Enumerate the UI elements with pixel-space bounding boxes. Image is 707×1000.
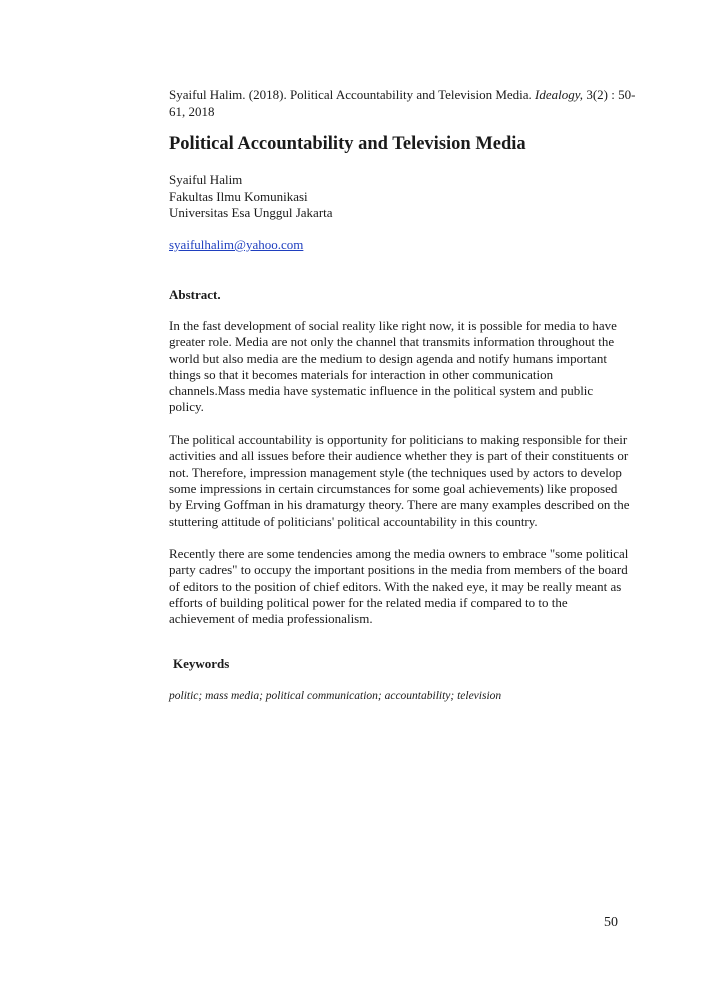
abstract-heading: Abstract. (169, 287, 221, 302)
author-email-link[interactable]: syaifulhalim@yahoo.com (169, 237, 304, 252)
abstract-paragraph-1: In the fast development of social reality like right now, it is possible for media to have greater role. Media are not only the channel that transmits information throughout the world but also media are the medium to design agenda and notify humans important things so that it becomes materials for interaction in other communication channels.Mass media have systematic influence in the political system and public policy. (169, 318, 617, 415)
citation-prefix: Syaiful Halim. (2018). Political Accountability and Television Media. (169, 87, 536, 102)
abstract-body (169, 318, 631, 644)
keywords-heading: Keywords (173, 656, 230, 671)
paper-title: Political Accountability and Television Media (169, 134, 526, 154)
page-number: 50 (604, 915, 618, 930)
author-name: Syaiful Halim (169, 172, 243, 187)
citation (169, 86, 639, 120)
citation-suffix: 3(2) : 50-61, 2018 (169, 87, 636, 119)
author-faculty: Fakultas Ilmu Komunikasi (169, 188, 308, 204)
abstract-paragraph-3: Recently there are some tendencies among the media owners to embrace "some political party cadres" to occupy the important positions in the media from members of the board of editors to the position of chief editors. With the naked eye, it may be really meant as efforts of building political power for the related media if compared to to the achievement of media professionalism. (169, 546, 629, 627)
abstract-paragraph-2: The political accountability is opportunity for politicians to making responsible for their activities and all issues before their audience whether they is part of their constituents or not. Therefore, impression management style (the techniques used by actors to develop some impressions in certain circumstances for some goal achievements) like proposed by Erving Goffman in his dramaturgy theory. There are many examples described on the stuttering attitude of politicians' political accountability in this country. (169, 432, 630, 529)
keywords-list: politic; mass media; political communication; accountability; television (169, 690, 502, 702)
author-university: Universitas Esa Unggul Jakarta (169, 205, 333, 220)
citation-journal: Idealogy, (535, 87, 584, 102)
author-block (169, 172, 639, 222)
